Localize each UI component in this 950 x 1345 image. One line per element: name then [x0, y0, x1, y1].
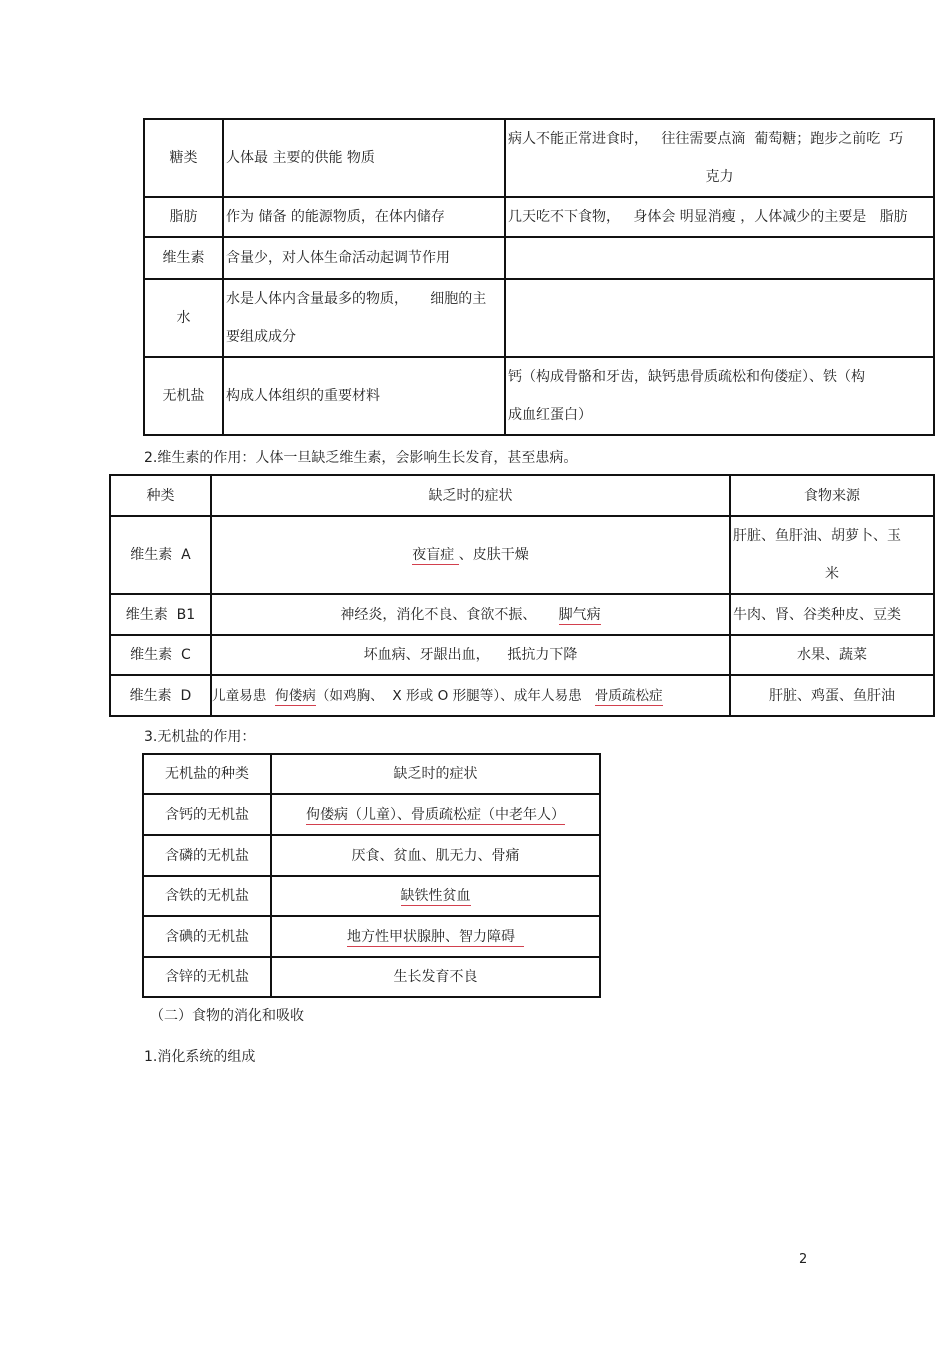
table-row — [110, 675, 934, 716]
underlined-term: 佝偻病（儿童）、骨质疏松症（中老年人） — [306, 806, 565, 823]
vitamin-heading: 2.维生素的作用：人体一旦缺乏维生素，会影响生长发育，甚至患病。 — [144, 450, 578, 466]
nutrient-note — [505, 279, 934, 357]
table-row — [143, 957, 600, 997]
column-header: 无机盐的种类 — [143, 754, 271, 794]
mineral-symptom: 生长发育不良 — [271, 957, 600, 997]
table-row — [144, 197, 934, 237]
table-row — [143, 835, 600, 876]
mineral-symptom — [271, 916, 600, 957]
table-row — [144, 119, 934, 197]
table-row — [110, 635, 934, 675]
column-header: 种类 — [110, 475, 211, 516]
vitamin-type: 维生素 A — [110, 516, 211, 594]
note-line: 成血红蛋白） — [508, 407, 592, 423]
mineral-table — [142, 753, 601, 998]
symptom-text: （如鸡胸、 X 形或 O 形腿等）、成年人易患 — [315, 687, 595, 704]
nutrient-note — [505, 357, 934, 435]
nutrient-role: 构成人体组织的重要材料 — [223, 357, 505, 435]
vitamin-symptom — [211, 516, 730, 594]
nutrient-name: 维生素 — [144, 237, 223, 279]
underlined-term: 脚气病 — [558, 606, 601, 623]
underlined-term: 地方性甲状腺肿、智力障碍 — [347, 928, 524, 945]
role-line: 水是人体内含量最多的物质， 细胞的主 — [226, 291, 487, 307]
vitamin-type: 维生素 B1 — [110, 594, 211, 635]
nutrient-role: 含量少，对人体生命活动起调节作用 — [223, 237, 505, 279]
nutrient-role: 人体最 主要的供能 物质 — [223, 119, 505, 197]
note-line: 病人不能正常进食时， 往往需要点滴 葡萄糖；跑步之前吃 巧 — [508, 131, 904, 147]
food-line: 米 — [825, 566, 839, 582]
role-line: 要组成成分 — [226, 329, 296, 345]
underlined-term: 佝偻病 — [275, 687, 316, 704]
mineral-type: 含铁的无机盐 — [143, 876, 271, 916]
nutrient-note — [505, 237, 934, 279]
nutrient-name: 水 — [144, 279, 223, 357]
symptom-text: 儿童易患 — [212, 687, 276, 704]
vitamin-food: 水果、蔬菜 — [730, 635, 934, 675]
mineral-symptom — [271, 876, 600, 916]
nutrient-note — [505, 119, 934, 197]
vitamin-food: 肝脏、鸡蛋、鱼肝油 — [730, 675, 934, 716]
mineral-symptom: 厌食、贫血、肌无力、骨痛 — [271, 835, 600, 876]
mineral-type: 含碘的无机盐 — [143, 916, 271, 957]
table-row — [110, 594, 934, 635]
vitamin-food — [730, 516, 934, 594]
column-header: 缺乏时的症状 — [271, 754, 600, 794]
nutrient-name: 无机盐 — [144, 357, 223, 435]
mineral-type: 含磷的无机盐 — [143, 835, 271, 876]
vitamin-symptom — [211, 594, 730, 635]
page-number: 2 — [799, 1252, 808, 1267]
table-row — [143, 794, 600, 835]
table-row — [110, 516, 934, 594]
vitamin-type: 维生素 C — [110, 635, 211, 675]
table-row — [144, 237, 934, 279]
underlined-term: 缺铁性贫血 — [400, 888, 471, 904]
nutrient-note: 几天吃不下食物， 身体会 明显消瘦 ，人体减少的主要是 脂肪 — [505, 197, 934, 237]
vitamin-type: 维生素 D — [110, 675, 211, 716]
table-row — [144, 279, 934, 357]
column-header: 食物来源 — [730, 475, 934, 516]
nutrient-name: 脂肪 — [144, 197, 223, 237]
note-line: 克力 — [705, 169, 734, 185]
table-header-row — [110, 475, 934, 516]
vitamin-symptom — [211, 675, 730, 716]
vitamin-food: 牛肉、肾、谷类种皮、豆类 — [730, 594, 934, 635]
mineral-type: 含锌的无机盐 — [143, 957, 271, 997]
sub-heading: 1.消化系统的组成 — [144, 1049, 256, 1065]
section-heading: （二）食物的消化和吸收 — [150, 1008, 304, 1024]
underlined-term: 骨质疏松症 — [594, 687, 663, 704]
mineral-symptom — [271, 794, 600, 835]
nutrient-name: 糖类 — [144, 119, 223, 197]
table-row — [143, 876, 600, 916]
nutrient-table — [143, 118, 935, 436]
note-line: 钙（构成骨骼和牙齿，缺钙患骨质疏松和佝偻症）、铁（构 — [508, 369, 865, 385]
table-row — [144, 357, 934, 435]
vitamin-symptom: 坏血病、牙龈出血， 抵抗力下降 — [211, 635, 730, 675]
mineral-heading: 3.无机盐的作用： — [144, 729, 256, 745]
nutrient-role — [223, 279, 505, 357]
vitamin-table — [109, 474, 935, 717]
mineral-type: 含钙的无机盐 — [143, 794, 271, 835]
underlined-term: 夜盲症 — [412, 547, 459, 563]
symptom-text: 、皮肤干燥 — [458, 547, 529, 563]
food-line: 肝脏、鱼肝油、胡萝卜、玉 — [733, 528, 901, 544]
nutrient-role: 作为 储备 的能源物质，在体内储存 — [223, 197, 505, 237]
symptom-text: 神经炎，消化不良、食欲不振、 — [340, 606, 559, 623]
table-row — [143, 916, 600, 957]
column-header: 缺乏时的症状 — [211, 475, 730, 516]
table-header-row — [143, 754, 600, 794]
